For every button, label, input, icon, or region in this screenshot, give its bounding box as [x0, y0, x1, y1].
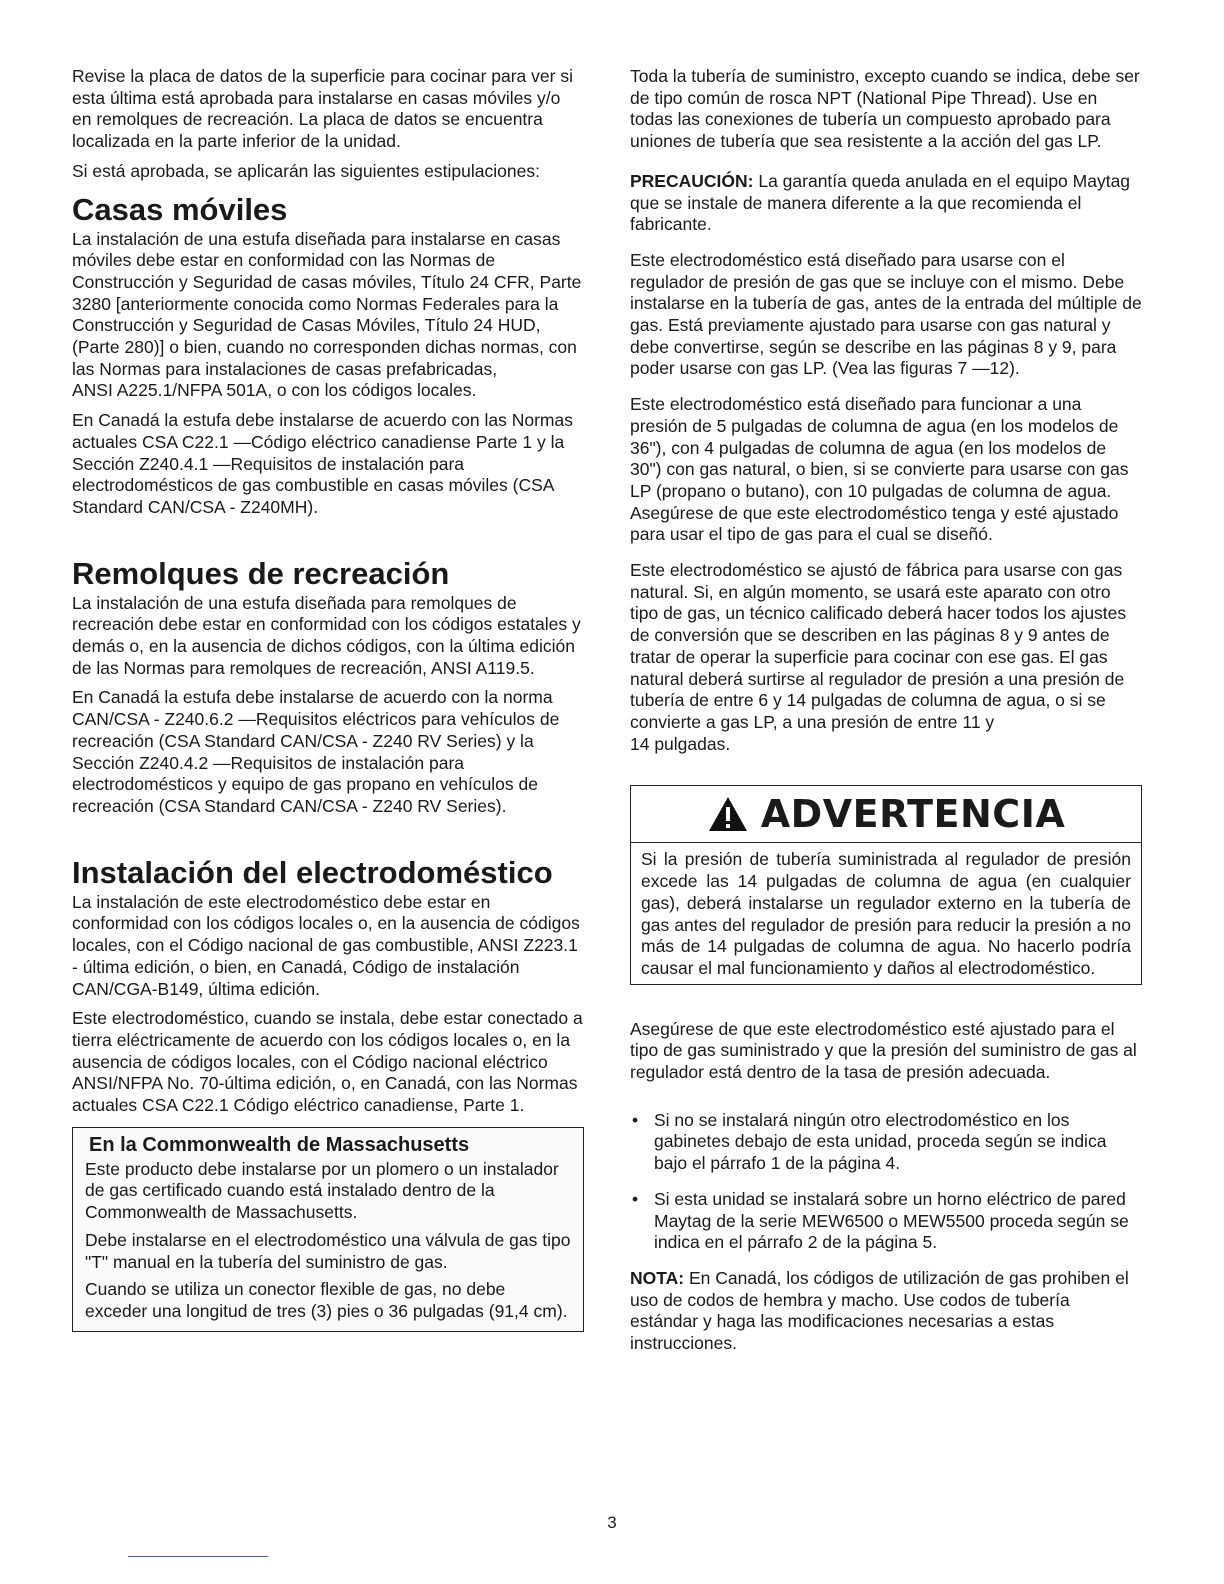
right-paragraph-5: Asegúrese de que este electrodoméstico esté ajustado para el tipo de gas suministrado y que la presión del suministro de gas al regulador está dentro de la tasa de presión adecuada.	[630, 1018, 1137, 1083]
precaucion-text: La garantía queda anulada en el equipo Maytag que se instale de manera diferente a la que recomienda el fabricante.	[630, 170, 1131, 235]
instalacion-paragraph-2: Este electrodoméstico, cuando se instala, debe estar conectado a tierra eléctricamente de acuerdo con los códigos locales o, en la ausencia de códigos locales, con el Código nacional eléctrico ANSI/NFPA No. 70-última edición, o, en Canadá, con las Normas actuales CSA C22.1 Código eléctrico canadiense, Parte 1.	[72, 1008, 583, 1116]
right-paragraph-4b: 14 pulgadas.	[630, 733, 731, 754]
warning-triangle-icon	[707, 795, 749, 833]
massachusetts-title: En la Commonwealth de Massachusetts	[89, 1133, 470, 1156]
right-column	[630, 66, 1142, 1363]
bullet-item: • Si esta unidad se instalará sobre un horno eléctrico de pared Maytag de la serie MEW6500 o MEW5500 proceda según se indica en el párrafo 2 de la página 5.	[630, 1189, 1142, 1254]
page-number: 3	[607, 1513, 617, 1532]
nota-paragraph	[630, 1268, 1142, 1355]
bullet-list	[630, 1110, 1142, 1254]
massachusetts-paragraph-2: Debe instalarse en el electrodoméstico una válvula de gas tipo "T" manual en la tubería del suministro de gas.	[85, 1229, 571, 1272]
warning-box	[630, 785, 1142, 984]
right-paragraph-3: Este electrodoméstico está diseñado para funcionar a una presión de 5 pulgadas de columna de agua (en los modelos de 36"), con 4 pulgadas de columna de agua (en los modelos de 30") con gas natural, o bien, si se convierte para usarse con gas LP (propano o butano), con 10 pulgadas de columna de agua. Asegúrese de que este electrodoméstico tenga y esté ajustado para usar el tipo de gas para el cual se diseñó.	[630, 394, 1129, 545]
casas-paragraph-1b: ANSI A225.1/NFPA 501A, o con los códigos locales.	[72, 380, 477, 401]
heading-instalacion: Instalación del electrodoméstico	[72, 854, 553, 890]
precaucion-label: PRECAUCIÓN:	[630, 170, 754, 191]
warning-header	[631, 786, 1141, 843]
nota-label: NOTA:	[630, 1267, 685, 1288]
right-paragraph-4: Este electrodoméstico se ajustó de fábrica para usarse con gas natural. Si, en algún momento, se usará este aparato con otro tipo de gas, un técnico calificado deberá hacer todos los ajustes de conversión que se describen en las páginas 8 y 9 antes de tratar de operar la superficie para cocinar con ese gas. El gas natural deberá surtirse al regulador de presión a una presión de tubería de entre 6 y 14 pulgadas de columna de agua, o si se convierte a gas LP, a una presión de entre 11 y	[630, 560, 1127, 732]
left-column	[72, 66, 584, 1332]
massachusetts-paragraph-1: Este producto debe instalarse por un plomero o un instalador de gas certificado cuando está instalado dentro de la Commonwealth de Massachusetts.	[85, 1158, 559, 1223]
remolques-paragraph-2: En Canadá la estufa debe instalarse de acuerdo con la norma CAN/CSA - Z240.6.2 —Requisitos eléctricos para vehículos de recreación (CSA Standard CAN/CSA - Z240 RV Series) y la Sección Z240.4.2 —Requisitos de instalación para electrodomésticos y equipo de gas propano en vehículos de recreación (CSA Standard CAN/CSA - Z240 RV Series).	[72, 687, 560, 816]
right-paragraph-1: Toda la tubería de suministro, excepto cuando se indica, debe ser de tipo común de rosca NPT (National Pipe Thread). Use en todas las conexiones de tubería un compuesto aprobado para uniones de tubería que sea resistente a la acción del gas LP.	[630, 66, 1140, 152]
intro-paragraph-2: Si está aprobada, se aplicarán las siguientes estipulaciones:	[72, 160, 540, 181]
right-paragraph-2: Este electrodoméstico está diseñado para usarse con el regulador de presión de gas que se incluye con el mismo. Debe instalarse en la tubería de gas, antes de la entrada del múltiple de gas. Está previamente ajustado para usarse con gas natural y debe convertirse, según se describe en las páginas 8 y 9, para poder usarse con gas LP. (Vea las figuras 7 —12).	[630, 249, 1142, 379]
casas-paragraph-1: La instalación de una estufa diseñada para instalarse en casas móviles debe estar en conformidad con las Normas de Construcción y Seguridad de casas móviles, Título 24 CFR, Parte 3280 [anteriormente conocida como Normas Federales para la Construcción y Seguridad de Casas Móviles, Título 24 HUD, (Parte 280)] o bien, cuando no corresponden dichas normas, con las Normas para instalaciones de casas prefabricadas,	[72, 228, 582, 379]
massachusetts-box	[72, 1127, 584, 1332]
heading-casas-moviles: Casas móviles	[72, 191, 288, 227]
massachusetts-paragraph-3: Cuando se utiliza un conector flexible de gas, no debe exceder una longitud de tres (3) pies o 36 pulgadas (91,4 cm).	[85, 1279, 568, 1321]
nota-text: En Canadá, los códigos de utilización de gas prohiben el uso de codos de hembra y macho. Use codos de tubería estándar y haga las modificaciones necesarias a estas instrucciones.	[630, 1267, 1129, 1354]
remolques-paragraph-1: La instalación de una estufa diseñada para remolques de recreación debe estar en conformidad con los códigos estatales y demás o, en la ausencia de dichos códigos, con la última edición de las Normas para remolques de recreación, ANSI A119.5.	[72, 592, 581, 678]
casas-paragraph-2: En Canadá la estufa debe instalarse de acuerdo con las Normas actuales CSA C22.1 —Código eléctrico canadiense Parte 1 y la Sección Z240.4.1 —Requisitos de instalación para electrodomésticos de gas combustible en casas móviles (CSA Standard CAN/CSA - Z240MH).	[72, 410, 573, 517]
heading-remolques: Remolques de recreación	[72, 555, 450, 591]
precaucion-paragraph	[630, 171, 1142, 236]
intro-paragraph-1: Revise la placa de datos de la superficie para cocinar para ver si esta última está aprobada para instalarse en casas móviles y/o en remolques de recreación. La placa de datos se encuentra localizada en la parte inferior de la unidad.	[72, 66, 573, 152]
warning-text: Si la presión de tubería suministrada al regulador de presión excede las 14 pulgadas de columna de agua (en cualquier gas), deberá instalarse un regulador externo en la tubería de gas antes del regulador de presión para reducir la presión a no más de 14 pulgadas de columna de agua. No hacerlo podría causar el mal funcionamiento y daños al electrodoméstico.	[641, 849, 1131, 978]
bullet-item: • Si no se instalará ningún otro electrodoméstico en los gabinetes debajo de esta unidad, proceda según se indica bajo el párrafo 1 de la página 4.	[630, 1110, 1142, 1175]
instalacion-paragraph-1: La instalación de este electrodoméstico debe estar en conformidad con los códigos locales o, en la ausencia de códigos locales, con el Código nacional de gas combustible, ANSI Z223.1 - última edición, o bien, en Canadá, Código de instalación CAN/CGA-B149, última edición.	[72, 891, 580, 999]
footer-rule	[128, 1556, 268, 1557]
warning-title: ADVERTENCIA	[760, 792, 1066, 837]
